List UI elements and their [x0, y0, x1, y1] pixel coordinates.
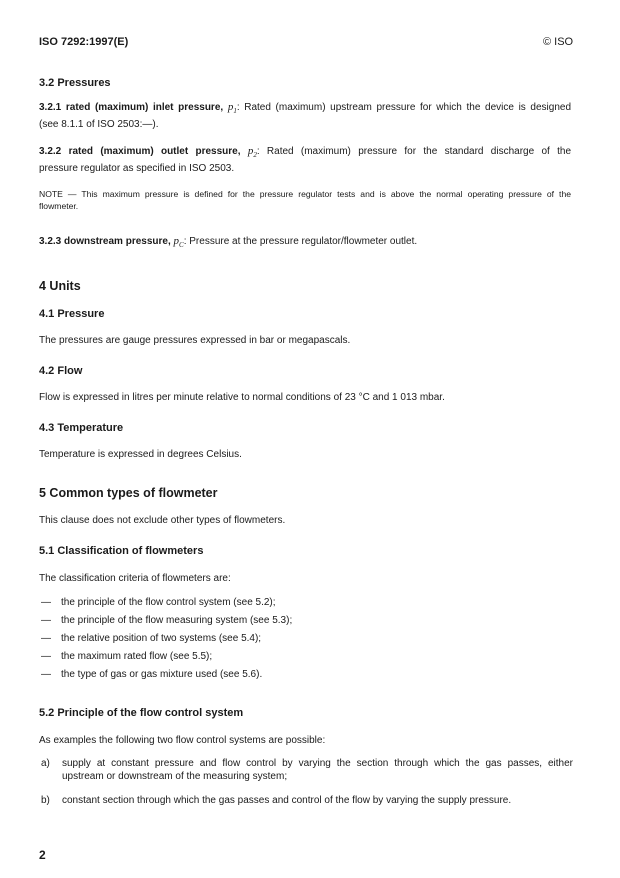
option-a-text-cont: upstream or downstream of the measuring system; [62, 771, 288, 782]
list-dash: — [41, 669, 51, 680]
term-3-2-3 [39, 235, 417, 252]
note [39, 188, 571, 212]
option-b-text: constant section through which the gas passes and control of the flow by varying the supply pressure. [62, 795, 512, 806]
list-dash: — [41, 633, 51, 644]
term-3-2-2-term: rated (maximum) outlet pressure, [68, 146, 241, 157]
section-4-2-heading: 4.2 Flow [39, 365, 83, 377]
term-3-2-1-definition: : Rated (maximum) upstream pressure for which the device is designed [236, 102, 572, 113]
section-4-3-text: Temperature is expressed in degrees Celsius. [39, 449, 242, 460]
document-id: ISO 7292:1997(E) [39, 36, 129, 48]
term-3-2-1-number: 3.2.1 [39, 102, 62, 113]
list-item [0, 614, 620, 632]
option-b [39, 794, 573, 807]
term-3-2-2-definition: : Rated (maximum) pressure for the standard discharge of the [256, 146, 572, 157]
section-4-2-text: Flow is expressed in litres per minute relative to normal conditions of 23 °C and 1 013 mbar. [39, 392, 445, 403]
section-3-2-heading: 3.2 Pressures [39, 77, 111, 89]
section-4-heading: 4 Units [39, 279, 81, 293]
term-3-2-2 [39, 145, 571, 175]
term-3-2-2-number: 3.2.2 [39, 146, 62, 157]
section-5-heading: 5 Common types of flowmeter [39, 486, 218, 500]
section-5-2-intro: As examples the following two flow control systems are possible: [39, 735, 326, 746]
list-item [0, 650, 620, 668]
note-text-cont: flowmeter. [39, 201, 79, 211]
list-item-text: the type of gas or gas mixture used (see 5.6). [61, 669, 263, 680]
section-5-1-heading: 5.1 Classification of flowmeters [39, 545, 204, 557]
term-3-2-3-symbol: $p_C$ [173, 235, 184, 250]
term-3-2-1-term: rated (maximum) inlet pressure, [65, 102, 224, 113]
page-number: 2 [39, 848, 46, 862]
term-3-2-2-definition-cont: pressure regulator as specified in ISO 2503. [39, 163, 235, 175]
option-a [39, 757, 573, 783]
list-item-text: the maximum rated flow (see 5.5); [61, 651, 213, 662]
term-3-2-3-definition: : Pressure at the pressure regulator/flowmeter outlet. [183, 236, 418, 247]
section-5-1-intro: The classification criteria of flowmeters are: [39, 573, 231, 584]
copyright-mark: © ISO [543, 36, 574, 48]
term-3-2-1-definition-cont: (see 8.1.1 of ISO 2503:—). [39, 119, 159, 131]
option-a-text: supply at constant pressure and flow control by varying the section through which the gas passes, either [62, 758, 573, 769]
list-item [0, 632, 620, 650]
section-4-1-heading: 4.1 Pressure [39, 308, 105, 320]
section-5-intro: This clause does not exclude other types of flowmeters. [39, 515, 286, 526]
term-3-2-1 [39, 101, 571, 131]
section-5-2-heading: 5.2 Principle of the flow control system [39, 707, 244, 719]
list-item-text: the principle of the flow control system (see 5.2); [61, 597, 276, 608]
section-4-1-text: The pressures are gauge pressures expressed in bar or megapascals. [39, 335, 351, 346]
note-label: NOTE — [39, 189, 77, 199]
list-dash: — [41, 597, 51, 608]
classification-list [0, 596, 620, 686]
list-item-text: the principle of the flow measuring system (see 5.3); [61, 615, 293, 626]
list-item [0, 596, 620, 614]
term-3-2-3-term: downstream pressure, [64, 236, 171, 247]
option-a-label: a) [41, 758, 50, 769]
list-dash: — [41, 615, 51, 626]
list-item [0, 668, 620, 686]
list-dash: — [41, 651, 51, 662]
list-item-text: the relative position of two systems (see 5.4); [61, 633, 262, 644]
term-3-2-2-symbol: $p_2$ [247, 145, 257, 160]
term-3-2-1-symbol: $p_1$ [227, 101, 237, 116]
term-3-2-3-number: 3.2.3 [39, 236, 62, 247]
option-b-label: b) [41, 795, 50, 806]
note-text: This maximum pressure is defined for the pressure regulator tests and is above the normal operating pressure of the [81, 189, 572, 199]
section-4-3-heading: 4.3 Temperature [39, 422, 124, 434]
